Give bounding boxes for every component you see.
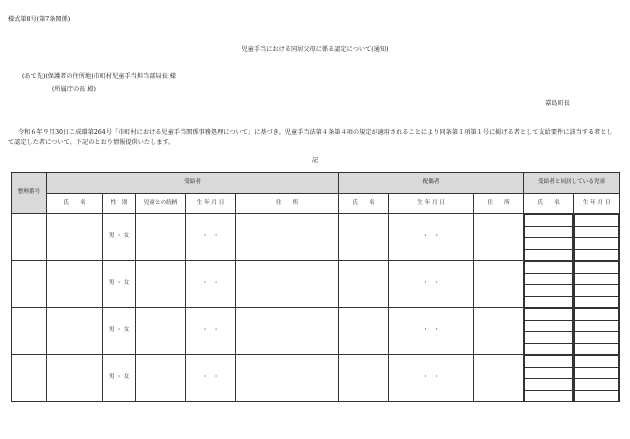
addressee-line-1: (あて先)(保護者の住所地)市町村児童手当担当部局長 様 [22,73,176,80]
child-birthdate-cell [574,214,620,261]
sender-name: 嘉島町長 [545,100,570,107]
child-name-col: 氏 名 [524,194,574,214]
child-entry-line [525,390,573,401]
child-entry-line [525,332,573,344]
recipient-address-col: 住 所 [236,194,339,214]
child-entry-line [575,273,619,285]
child-entry-line [575,367,619,379]
document-title: 児童手当における同居父母に係る認定について(通知) [241,46,389,53]
child-entry-line [525,309,573,321]
spouse-birthdate-cell: ・ ・ [389,355,474,402]
child-entry-line [575,296,619,307]
child-entry-line [575,285,619,297]
child-entry-line [525,356,573,368]
recipient-gender-cell: 男 ・ 女 [103,308,136,355]
recipient-relation-col: 児童との続柄 [136,194,186,214]
form-number: 様式第8号(第7条関係) [8,16,71,23]
recipient-address-cell [236,261,339,308]
child-name-cell [524,214,574,261]
child-entry-line [575,332,619,344]
child-sub-rows [574,355,619,401]
child-entry-line [575,309,619,321]
child-entry-line [575,320,619,332]
spouse-birthdate-cell: ・ ・ [389,214,474,261]
recipient-address-cell [236,308,339,355]
recipient-name-col: 氏 名 [47,194,103,214]
child-entry-line [575,356,619,368]
recipient-header: 受給者 [47,173,339,194]
child-sub-rows [524,355,573,401]
child-entry-line [525,226,573,238]
info-table [11,172,620,402]
child-sub-rows [524,308,573,354]
recipient-name-cell [47,214,103,261]
child-entry-line [525,320,573,332]
recipient-birthdate-col: 生 年 月 日 [186,194,236,214]
child-name-cell [524,355,574,402]
child-entry-line [525,215,573,227]
recipient-gender-col: 性 別 [103,194,136,214]
cohabiting-children-header: 受給者と同居している児童 [524,173,620,194]
recipient-birthdate-cell: ・ ・ [186,261,236,308]
child-entry-line [525,238,573,250]
spouse-birthdate-cell: ・ ・ [389,261,474,308]
spouse-name-cell [339,308,389,355]
child-birthdate-cell [574,261,620,308]
recipient-birthdate-cell: ・ ・ [186,214,236,261]
table-row [12,308,620,355]
serial-cell [12,214,47,261]
spouse-address-cell [474,261,524,308]
recipient-relation-cell [136,214,186,261]
spouse-birthdate-cell: ・ ・ [389,308,474,355]
spouse-header: 配偶者 [339,173,524,194]
child-entry-line [525,343,573,354]
table-row [12,355,620,402]
recipient-gender-cell: 男 ・ 女 [103,261,136,308]
child-entry-line [525,296,573,307]
child-sub-rows [574,214,619,260]
spouse-address-col: 住 所 [474,194,524,214]
child-birthdate-col: 生 年 月 日 [574,194,620,214]
body-paragraph: 令和６年９月30日こ成環第264号「市町村における児童手当関係事務処理について」に基づき、児童手当法第４条第４項の規定が適用されることにより同条第１項第１号に掲げる者として支給要件に該当する者として認定した者について、下記のとおり情報提供いたします。 [8,129,613,146]
child-entry-line [575,343,619,354]
child-name-cell [524,308,574,355]
serial-cell [12,355,47,402]
spouse-address-cell [474,355,524,402]
child-sub-rows [574,261,619,307]
spouse-birthdate-col: 生 年 月 日 [389,194,474,214]
child-entry-line [575,226,619,238]
recipient-birthdate-cell: ・ ・ [186,355,236,402]
recipient-gender-cell: 男 ・ 女 [103,355,136,402]
recipient-address-cell [236,214,339,261]
table-row [12,261,620,308]
child-entry-line [575,215,619,227]
serial-cell [12,308,47,355]
spouse-name-cell [339,214,389,261]
addressee-line-2: (所属庁の長 殿) [52,86,96,93]
child-entry-line [525,367,573,379]
recipient-gender-cell: 男 ・ 女 [103,214,136,261]
child-entry-line [575,238,619,250]
child-entry-line [525,273,573,285]
recipient-name-cell [47,308,103,355]
table-row [12,214,620,261]
child-entry-line [525,285,573,297]
recipient-name-cell [47,355,103,402]
child-entry-line [525,262,573,274]
child-entry-line [575,262,619,274]
serial-cell [12,261,47,308]
spouse-name-cell [339,355,389,402]
child-entry-line [575,249,619,260]
recipient-relation-cell [136,355,186,402]
spouse-name-cell [339,261,389,308]
child-birthdate-cell [574,308,620,355]
child-sub-rows [574,308,619,354]
child-entry-line [575,390,619,401]
recipient-name-cell [47,261,103,308]
child-birthdate-cell [574,355,620,402]
spouse-address-cell [474,308,524,355]
child-entry-line [525,379,573,391]
recipient-address-cell [236,355,339,402]
spouse-name-col: 氏 名 [339,194,389,214]
child-entry-line [575,379,619,391]
recipient-relation-cell [136,308,186,355]
child-entry-line [525,249,573,260]
serial-number-header: 整理番号 [12,173,47,214]
child-sub-rows [524,214,573,260]
recipient-relation-cell [136,261,186,308]
ki-heading: 記 [311,157,319,164]
child-sub-rows [524,261,573,307]
child-name-cell [524,261,574,308]
recipient-birthdate-cell: ・ ・ [186,308,236,355]
spouse-address-cell [474,214,524,261]
